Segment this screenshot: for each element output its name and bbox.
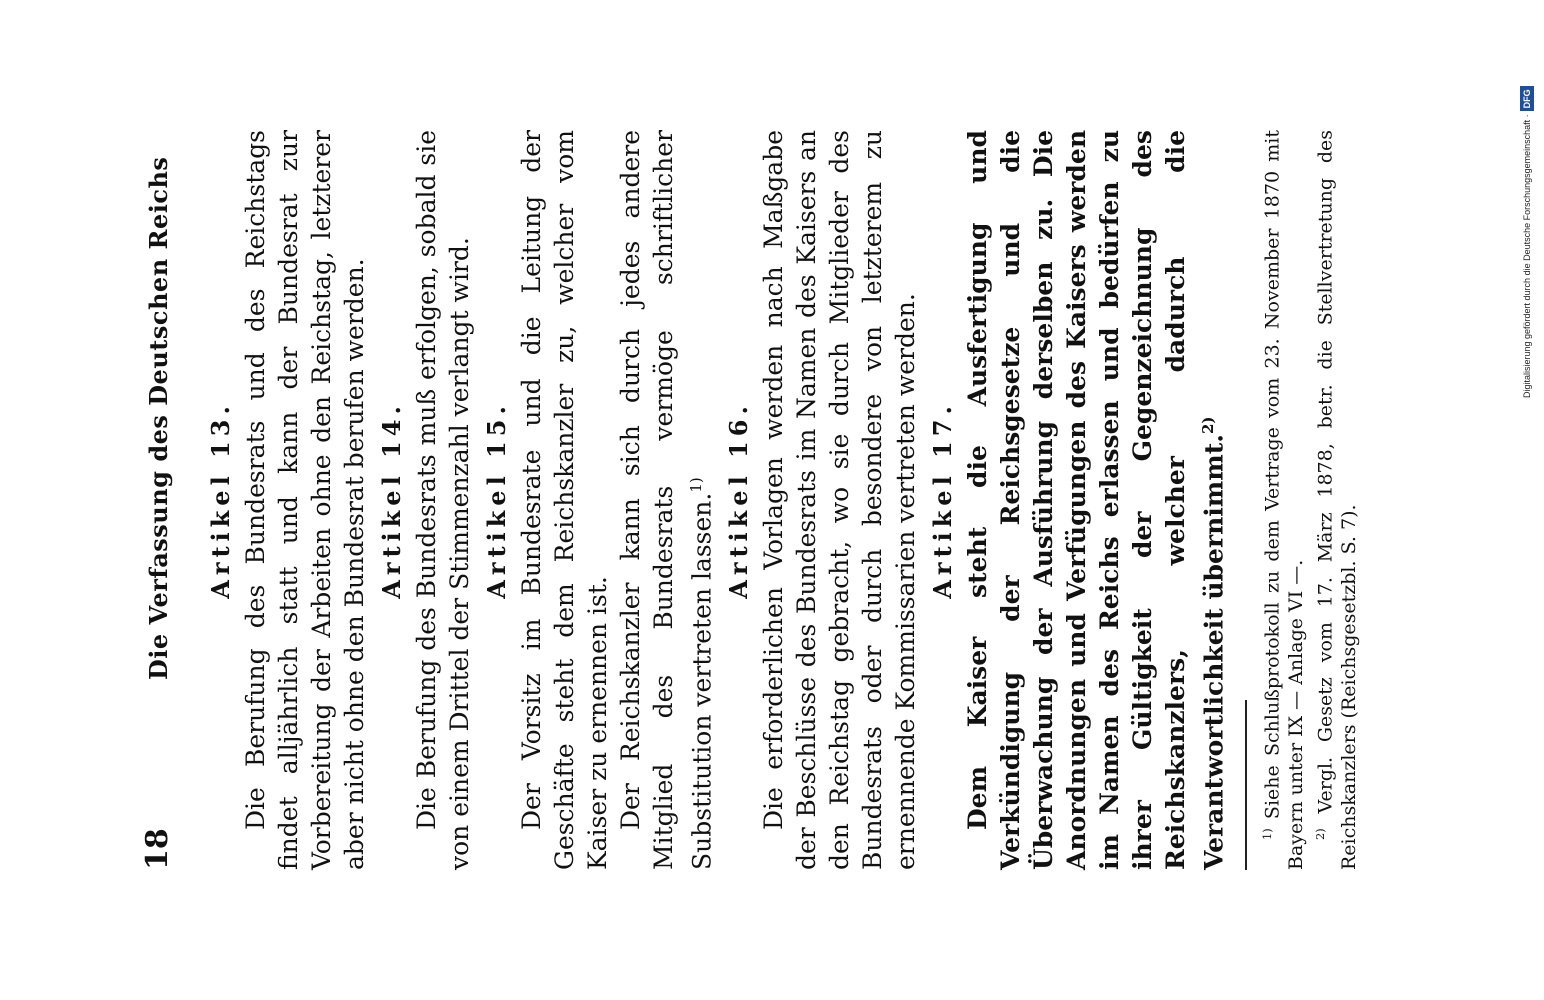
running-head: Die Verfassung des Deutschen Reichs — [144, 156, 173, 680]
footnote-ref: 1) — [687, 477, 705, 493]
article-paragraph: Die erforderlichen Vorlagen werden nach Maßgabe der Beschlüsse des Bundesrats im Namen des Kaisers an den Reichstag gebracht, wo sie durch Mitglieder des Bundesrats oder durch besondere von letzterem zu ernennende Kommissarien vertreten werden. — [759, 130, 921, 870]
article-paragraph: Die Berufung des Bundesrats muß erfolgen, sobald sie von einem Drittel der Stimmenzahl verlangt wird. — [412, 130, 474, 870]
page-number: 18 — [140, 828, 175, 870]
article-paragraph — [961, 130, 1230, 870]
footnote-divider — [1245, 700, 1247, 870]
article-paragraph-text: Der Reichskanzler kann sich durch jedes andere Mitglied des Bundesrats vermöge schriftlicher Substitution vertreten lassen. — [616, 130, 717, 870]
digitization-credit — [1520, 8, 1542, 408]
credit-text-line — [1520, 0, 1542, 398]
article-paragraph — [614, 130, 718, 870]
footnote-text: Siehe Schlußprotokoll zu dem Vertrage vom 23. November 1870 mit Bayern unter IX — Anlage VI —. — [1260, 130, 1307, 870]
article-16 — [724, 130, 922, 870]
article-13 — [206, 130, 371, 870]
dfg-logo: DFG — [1520, 86, 1534, 111]
page-body — [200, 130, 1361, 870]
article-paragraph: Der Vorsitz im Bundesrate und die Leitung der Geschäfte steht dem Reichskanzler zu, welcher vom Kaiser zu ernennen ist. — [517, 130, 612, 870]
article-title: Artikel 15. — [482, 401, 511, 599]
footnote-2 — [1308, 130, 1361, 870]
footnote-marker: 2) — [1312, 828, 1327, 840]
footnote-marker: 1) — [1259, 828, 1274, 840]
article-title: Artikel 13. — [206, 401, 235, 599]
footnote-text: Vergl. Gesetz vom 17. März 1878, betr. die Stellvertretung des Reichskanzlers (Reichsgesetzbl. S. 7). — [1314, 130, 1361, 870]
page-header — [140, 130, 180, 870]
credit-text: Digitalisierung gefördert durch die Deutsche Forschungsgemeinschaft · — [1522, 114, 1532, 398]
footnote-1 — [1255, 130, 1308, 870]
article-title: Artikel 17. — [928, 401, 958, 599]
article-paragraph: Die Berufung des Bundesrats und des Reichstags findet alljährlich statt und kann der Bundesrat zur Vorbereitung der Arbeiten ohne den Reichstag, letzterer aber nicht ohne den Bundesrat berufen werden. — [241, 130, 369, 870]
footnote-ref: 2) — [1199, 416, 1218, 435]
article-14 — [377, 130, 476, 870]
article-title: Artikel 14. — [377, 401, 406, 599]
article-15 — [482, 130, 718, 870]
article-paragraph-text: Dem Kaiser steht die Ausfertigung und Verkündigung der Reichsgesetze und die Überwachung der Ausführung derselben zu. Die Anordnungen und Verfügungen des Kaisers werden im Namen des Reichs erlassen und bedürfen zu ihrer Gültigkeit der Gegenzeichnung des Reichskanzlers, welcher dadurch die Verantwortlichkeit übernimmt. — [963, 130, 1229, 870]
article-title: Artikel 16. — [724, 401, 754, 599]
article-17 — [928, 130, 1230, 870]
